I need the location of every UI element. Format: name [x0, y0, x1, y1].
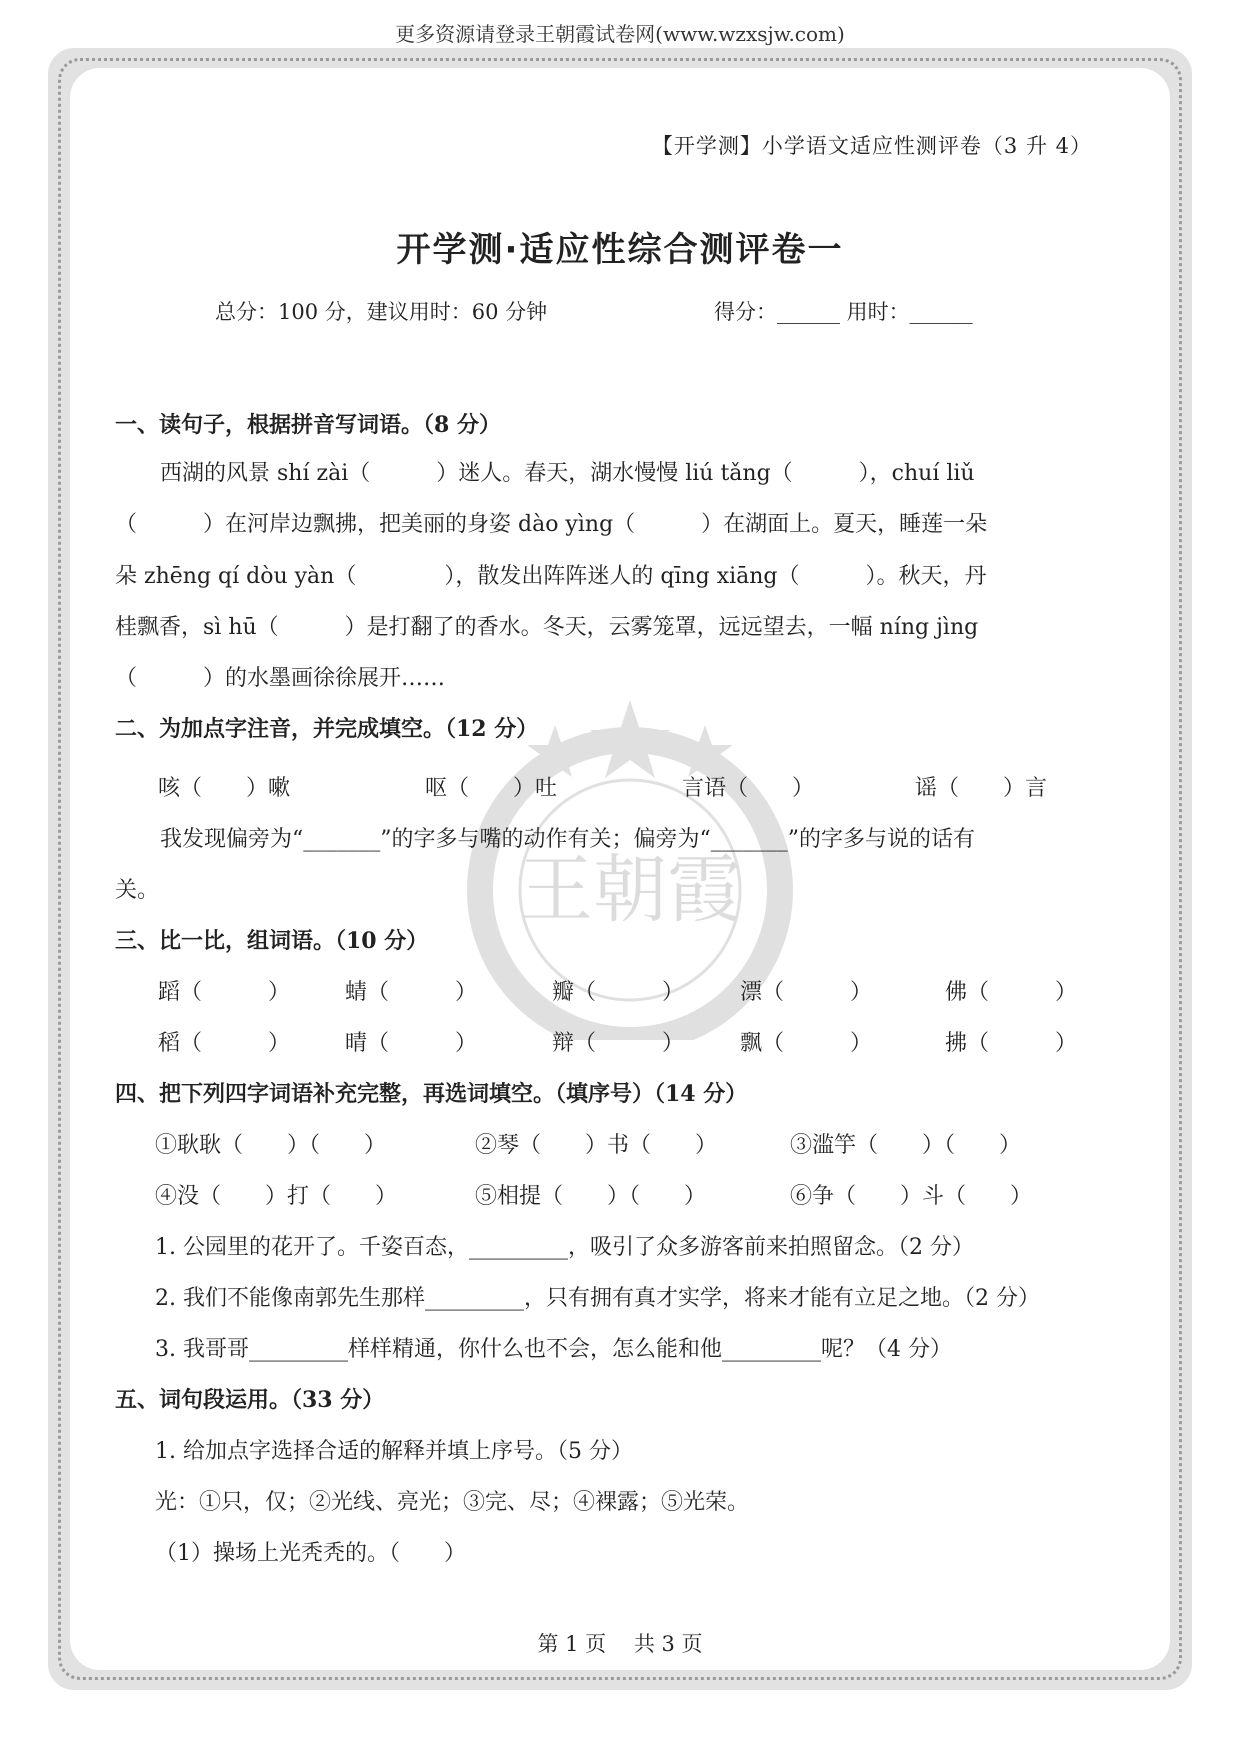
idiom-item: ④没（ ）打（ ） [155, 1184, 398, 1209]
section-1-line: 西湖的风景 shí zài（ ）迷人。春天，湖水慢慢 liú tǎng（ ），chuí liǔ [160, 461, 975, 486]
idiom-item: ⑥争（ ）斗（ ） [790, 1184, 1033, 1209]
watermark-text: 王朝霞 [519, 847, 741, 933]
word-item: 晴（ ） [345, 1031, 478, 1056]
page-title: 开学测·适应性综合测评卷一 [396, 230, 844, 270]
word-item: 佛（ ） [945, 980, 1078, 1005]
word-item: 拂（ ） [945, 1031, 1078, 1056]
word-item: 飘（ ） [740, 1031, 873, 1056]
section-3-heading: 三、比一比，组词语。（10 分） [115, 928, 429, 954]
section-1-heading: 一、读句子，根据拼音写词语。（8 分） [115, 412, 501, 438]
idiom-item: ③滥竽（ ）（ ） [790, 1133, 1022, 1158]
section-2-line: 关。 [115, 878, 160, 903]
section-1-line: 桂飘香，sì hū（ ）是打翻了的香水。冬天，云雾笼罩，远远望去，一幅 níng jìng [115, 615, 979, 640]
idiom-item: ①耿耿（ ）（ ） [155, 1133, 387, 1158]
score-fields: 得分：______ 用时：______ [714, 300, 973, 324]
section-2-line: 我发现偏旁为“_______”的字多与嘴的动作有关；偏旁为“_______”的字多与说的话有 [160, 827, 975, 852]
question: 3. 我哥哥_________样样精通，你什么也不会，怎么能和他_________呢？（4 分） [155, 1337, 952, 1362]
definition-list: 光：①只，仅；②光线、亮光；③完、尽；④裸露；⑤光荣。 [155, 1490, 750, 1515]
pinyin-item: 言语（ ） [682, 776, 815, 801]
section-1-line: （ ）在河岸边飘拂，把美丽的身姿 dào yìng（ ）在湖面上。夏天，睡莲一朵 [115, 512, 988, 537]
idiom-item: ②琴（ ）书（ ） [475, 1133, 718, 1158]
question: 1. 给加点字选择合适的解释并填上序号。（5 分） [155, 1439, 633, 1464]
top-note: 更多资源请登录王朝霞试卷网(www.wzxsjw.com) [395, 22, 845, 46]
word-item: 漂（ ） [740, 980, 873, 1005]
exam-header: 【开学测】小学语文适应性测评卷（3 升 4） [651, 134, 1092, 158]
word-item: 蹈（ ） [158, 980, 291, 1005]
word-item: 辩（ ） [552, 1031, 685, 1056]
section-1-line: 朵 zhēng qí dòu yàn（ ），散发出阵阵迷人的 qīng xiāng（ ）。秋天，丹 [115, 564, 987, 589]
question: 1. 公园里的花开了。千姿百态，_________，吸引了众多游客前来拍照留念。（2 分） [155, 1235, 974, 1260]
word-item: 稻（ ） [158, 1031, 291, 1056]
score-info: 总分：100 分，建议用时：60 分钟 [215, 300, 548, 324]
pinyin-item: 谣（ ）言 [915, 776, 1048, 801]
question: （1）操场上光秃秃的。（ ） [155, 1541, 466, 1566]
section-4-heading: 四、把下列四字词语补充完整，再选词填空。（填序号）（14 分） [115, 1081, 748, 1107]
word-item: 蜻（ ） [345, 980, 478, 1005]
section-2-heading: 二、为加点字注音，并完成填空。（12 分） [115, 716, 539, 742]
section-1-line: （ ）的水墨画徐徐展开…… [115, 666, 446, 691]
section-5-heading: 五、词句段运用。（33 分） [115, 1387, 385, 1413]
pinyin-item: 呕（ ）吐 [425, 776, 558, 801]
idiom-item: ⑤相提（ ）（ ） [475, 1184, 707, 1209]
page-number: 第 1 页 共 3 页 [537, 1632, 703, 1656]
question: 2. 我们不能像南郭先生那样_________，只有拥有真才实学，将来才能有立足之地。（2 分） [155, 1286, 1040, 1311]
pinyin-item: 咳（ ）嗽 [158, 776, 291, 801]
word-item: 瓣（ ） [552, 980, 685, 1005]
